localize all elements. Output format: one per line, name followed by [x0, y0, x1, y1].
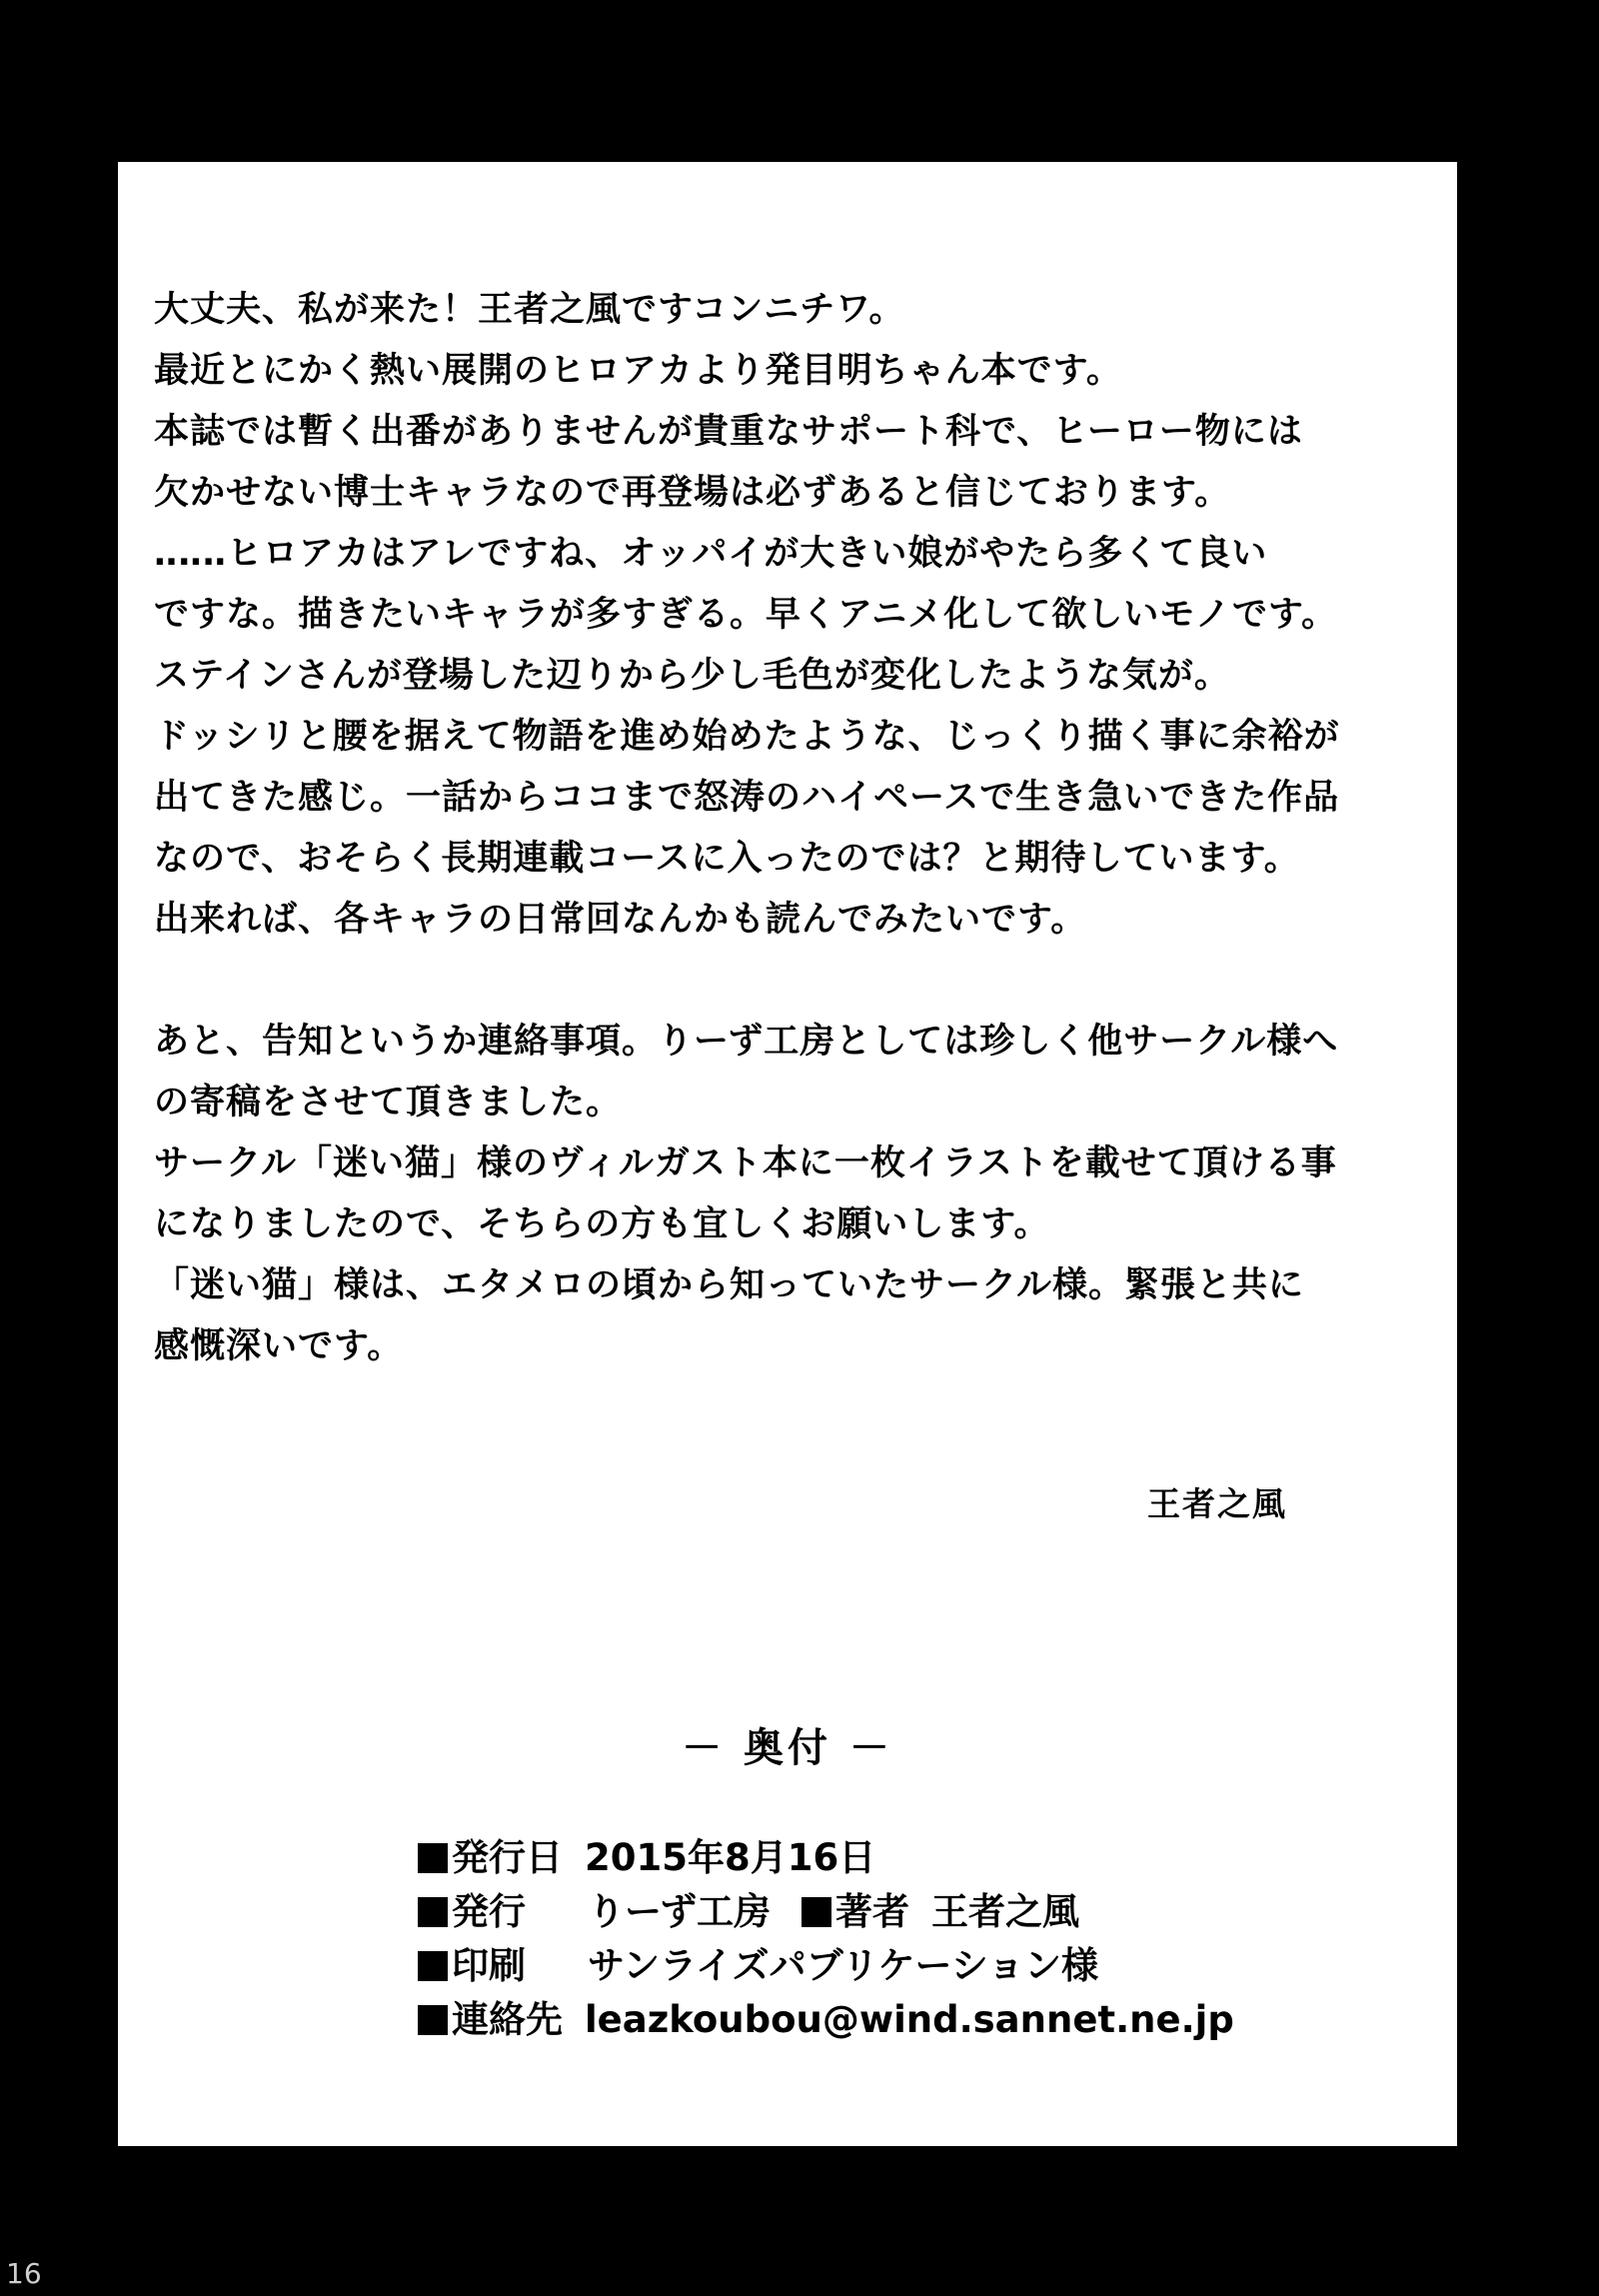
- colophon: [418, 1831, 1234, 2047]
- notice-line: の寄稿をさせて頂きました。: [154, 1083, 623, 1123]
- page-panel: [118, 162, 1457, 2146]
- square-bullet-icon: [801, 1897, 831, 1927]
- afterword-line: 欠かせない博士キャラなので再登場は必ずあると信じております。: [154, 473, 1231, 513]
- square-bullet-icon: [418, 1897, 448, 1927]
- issue-date-label: 発行日: [452, 1836, 563, 1879]
- publisher-label: 発行: [452, 1890, 526, 1933]
- printer-value: サンライズパブリケーション様: [588, 1944, 1098, 1987]
- paragraph-break: [154, 951, 1423, 1012]
- colophon-row-contact: [418, 1993, 1234, 2047]
- author-value: 王者之風: [931, 1890, 1080, 1933]
- square-bullet-icon: [418, 1843, 448, 1873]
- afterword-line: なので、おそらく長期連載コースに入ったのでは？と期待しています。: [154, 839, 1300, 879]
- square-bullet-icon: [418, 1951, 448, 1981]
- afterword-text: [154, 280, 1423, 1377]
- notice-line: あと、告知というか連絡事項。りーず工房としては珍しく他サークル様へ: [154, 1022, 1339, 1062]
- colophon-row-printer: [418, 1939, 1234, 1993]
- afterword-line: ですな。描きたいキャラが多すぎる。早くアニメ化して欲しいモノです。: [154, 595, 1338, 635]
- page-number: 16: [6, 2257, 42, 2290]
- afterword-line: 本誌では暫く出番がありませんが貴重なサポート科で、ヒーロー物には: [154, 412, 1303, 452]
- author-signature: 王者之風: [1147, 1484, 1287, 1523]
- afterword-line: ステインさんが登場した辺りから少し毛色が変化したような気が。: [154, 656, 1230, 696]
- contact-label: 連絡先: [452, 1998, 563, 2041]
- afterword-line: ドッシリと腰を据えて物語を進め始めたような、じっくり描く事に余裕が: [154, 717, 1340, 757]
- printer-label: 印刷: [452, 1944, 526, 1987]
- afterword-line: ‥‥‥ヒロアカはアレですね、オッパイが大きい娘がやたら多くて良い: [154, 534, 1268, 574]
- publisher-value: りーず工房: [588, 1890, 772, 1933]
- afterword-line: 出てきた感じ。一話からココまで怒涛のハイペースで生き急いできた作品: [154, 778, 1340, 818]
- afterword-line: 最近とにかく熱い展開のヒロアカより発目明ちゃん本です。: [154, 351, 1122, 391]
- colophon-row-publisher: [418, 1885, 1234, 1939]
- afterword-line: 大丈夫、私が来た！王者之風ですコンニチワ。: [154, 290, 905, 330]
- contact-value: leazkoubou@wind.sannet.ne.jp: [585, 1998, 1234, 2041]
- colophon-row-issue-date: [418, 1831, 1234, 1885]
- issue-date-value: 2015年8月16日: [585, 1836, 876, 1879]
- notice-line: 感慨深いです。: [154, 1326, 404, 1366]
- notice-line: になりましたので、そちらの方も宜しくお願いします。: [154, 1204, 1050, 1244]
- colophon-title: － 奥付 －: [682, 1725, 893, 1771]
- notice-line: サークル「迷い猫」様のヴィルガスト本に一枚イラストを載せて頂ける事: [154, 1144, 1337, 1183]
- afterword-line: 出来れば、各キャラの日常回なんかも読んでみたいです。: [154, 900, 1087, 940]
- author-label: 著者: [835, 1890, 910, 1933]
- square-bullet-icon: [418, 2005, 448, 2035]
- notice-line: 「迷い猫」様は、エタメロの頃から知っていたサークル様。緊張と共に: [154, 1265, 1304, 1305]
